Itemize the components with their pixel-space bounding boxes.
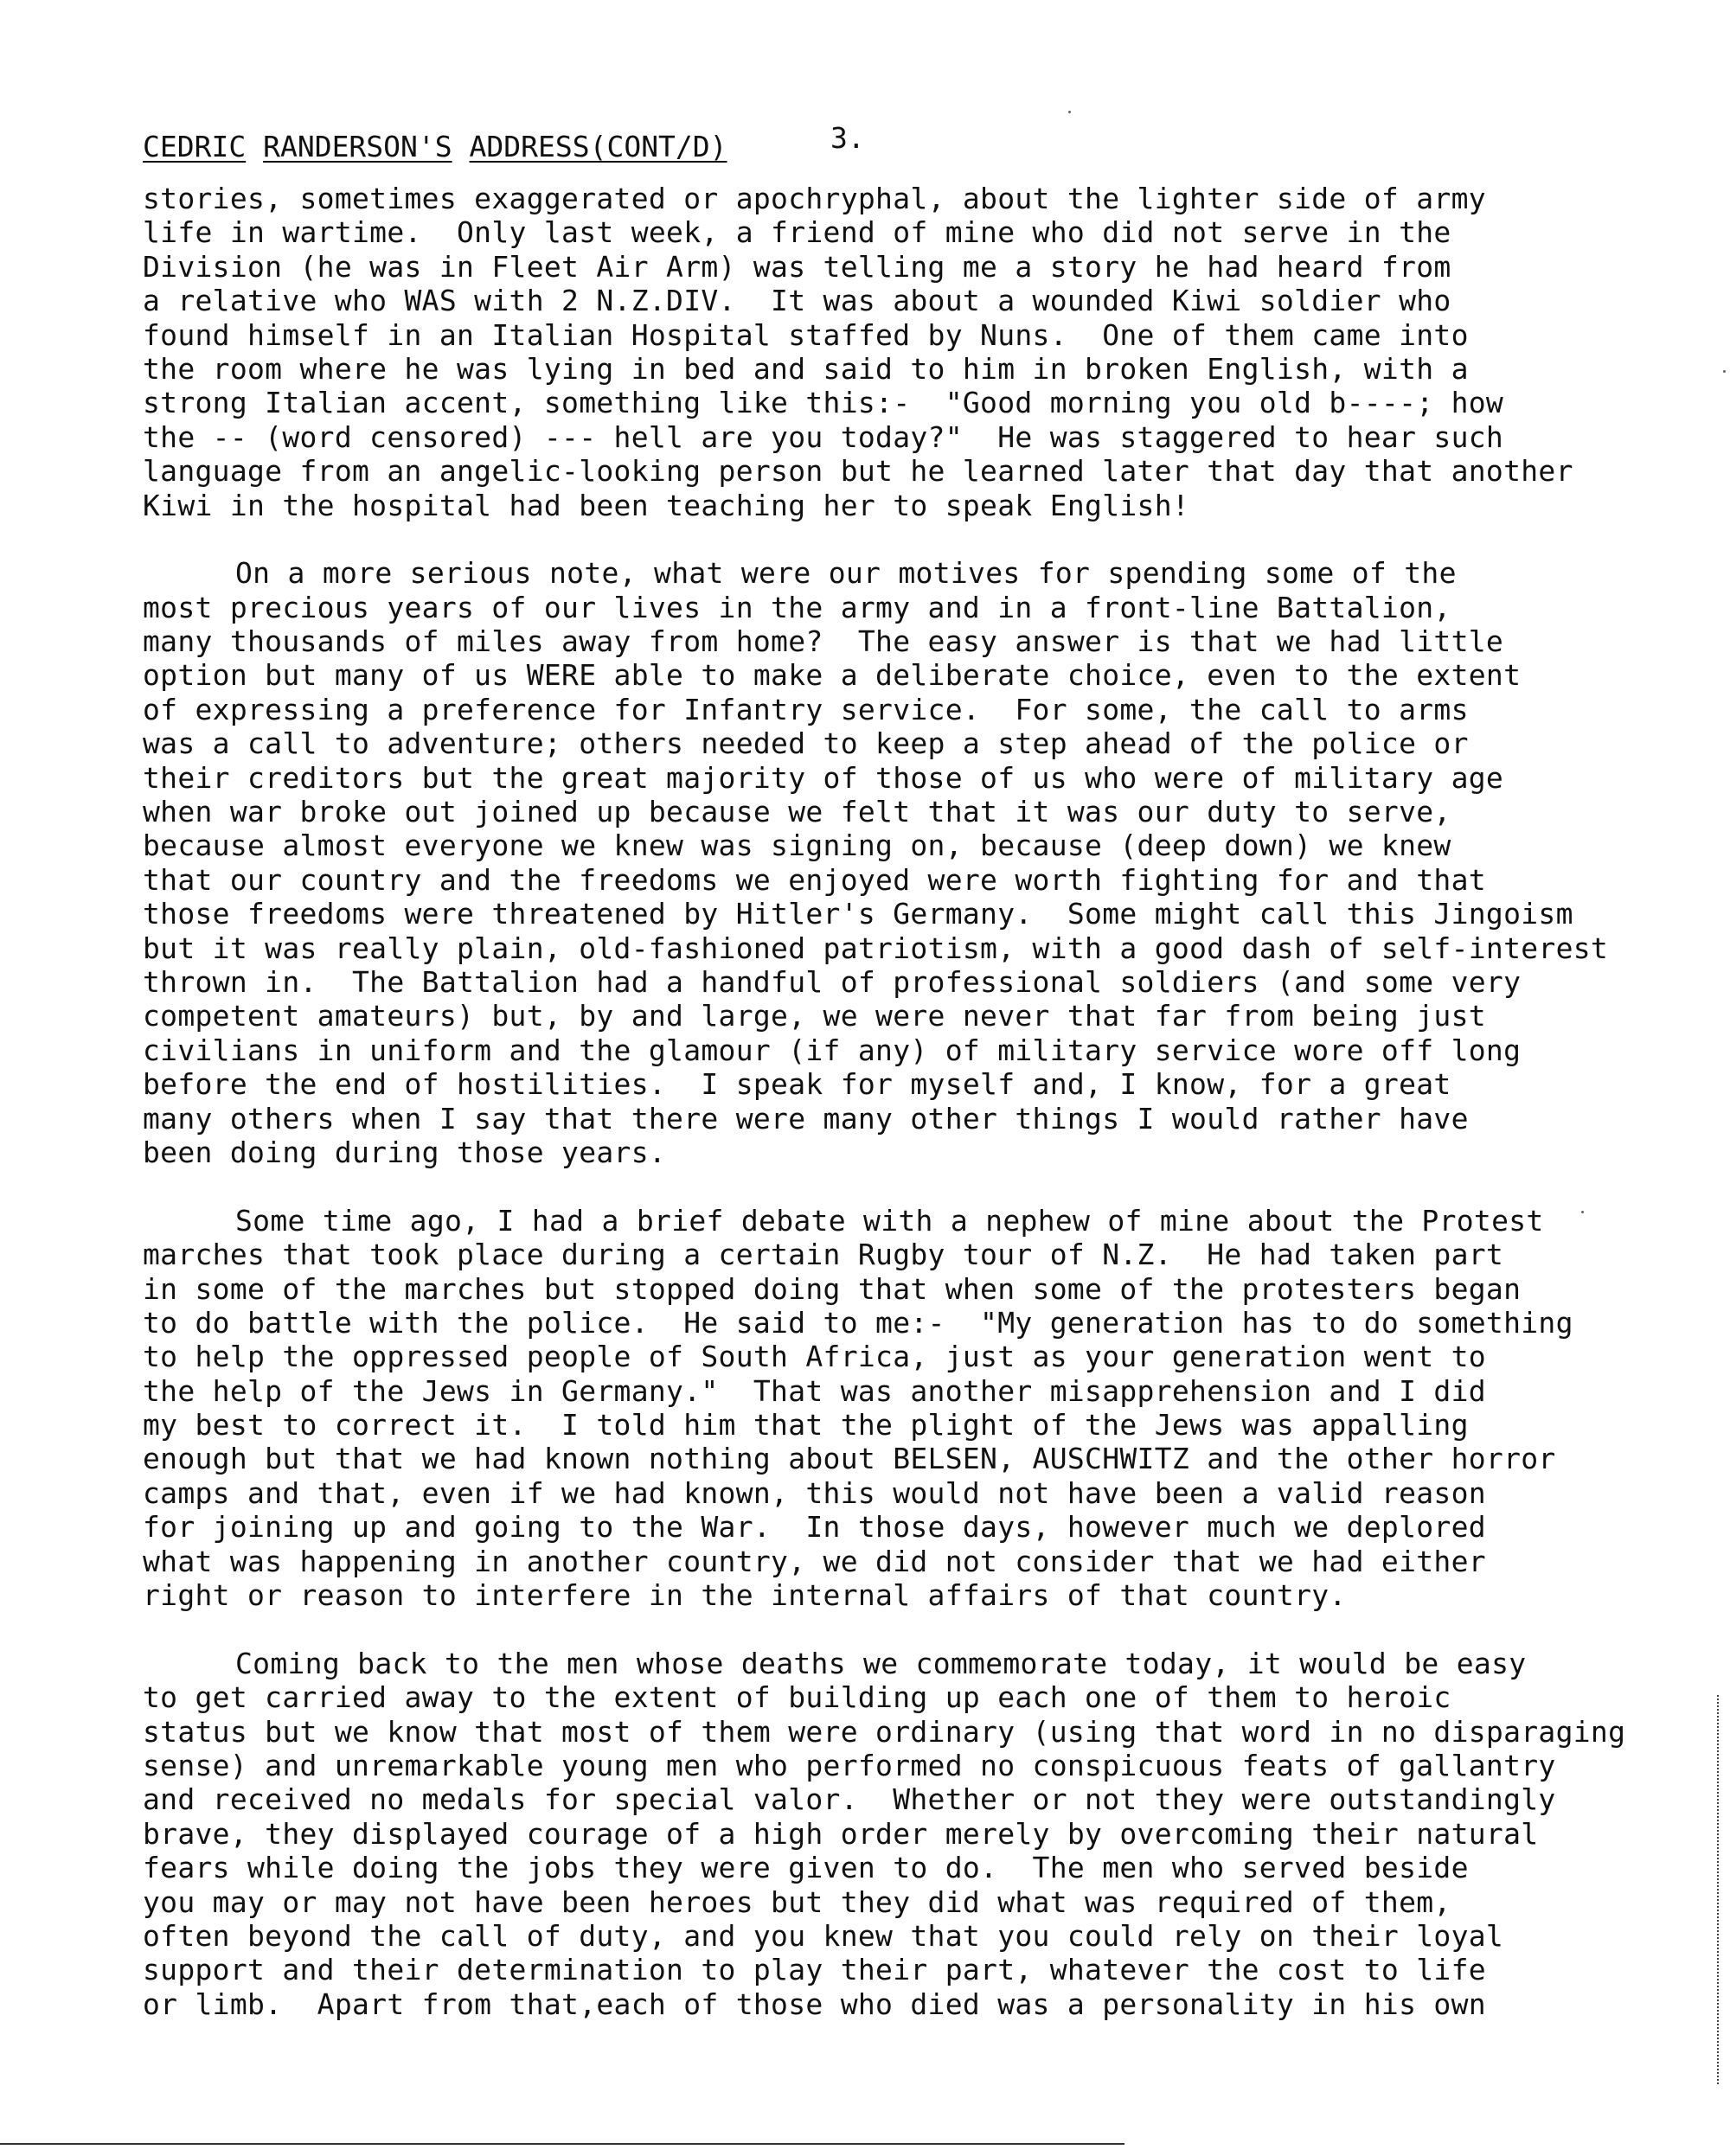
text-line: fears while doing the jobs they were given to do. The men who served beside	[143, 1851, 1469, 1885]
page-number: 3.	[830, 121, 865, 155]
text-line: competent amateurs) but, by and large, we were never that far from being just	[143, 999, 1486, 1033]
text-line: enough but that we had known nothing about BELSEN, AUSCHWITZ and the other horror	[143, 1442, 1556, 1476]
text-line: support and their determination to play their part, whatever the cost to life	[143, 1953, 1486, 1987]
text-line: Coming back to the men whose deaths we commemorate today, it would be easy	[235, 1646, 1527, 1680]
text-line: a relative who WAS with 2 N.Z.DIV. It was about a wounded Kiwi soldier who	[143, 284, 1451, 318]
paragraph	[143, 182, 1717, 522]
text-line: or limb. Apart from that,each of those who died was a personality in his own	[143, 1986, 1486, 2021]
text-line: the help of the Jews in Germany." That was another misapprehension and I did	[143, 1373, 1486, 1408]
header-name-last: RANDERSON'S	[263, 130, 452, 163]
text-line: their creditors but the great majority of those of us who were of military age	[143, 760, 1504, 795]
text-line: when war broke out joined up because we felt that it was our duty to serve,	[143, 795, 1451, 829]
paragraph	[143, 1647, 1717, 2021]
text-line: Some time ago, I had a brief debate with a nephew of mine about the Protest	[235, 1203, 1544, 1238]
text-line: stories, sometimes exaggerated or apochryphal, about the lighter side of army	[143, 182, 1486, 215]
text-line: in some of the marches but stopped doing that when some of the protesters began	[143, 1271, 1522, 1306]
bottom-rule	[0, 2143, 1124, 2145]
text-line: sense) and unremarkable young men who performed no conspicuous feats of gallantry	[143, 1748, 1556, 1782]
text-line: On a more serious note, what were our motives for spending some of the	[235, 556, 1457, 591]
text-line: language from an angelic-looking person but he learned later that day that another	[143, 454, 1573, 489]
text-line: because almost everyone we knew was signing on, because (deep down) we knew	[143, 828, 1451, 863]
text-line: the room where he was lying in bed and said to him in broken English, with a	[143, 351, 1469, 386]
text-line: right or reason to interfere in the internal affairs of that country.	[143, 1578, 1347, 1613]
text-line: strong Italian accent, something like this:- "Good morning you old b----; how	[143, 386, 1504, 420]
text-line: those freedoms were threatened by Hitler's Germany. Some might call this Jingoism	[143, 897, 1573, 931]
text-line: you may or may not have been heroes but they did what was required of them,	[143, 1884, 1451, 1919]
text-line: Division (he was in Fleet Air Arm) was telling me a story he had heard from	[143, 249, 1451, 284]
paragraph	[143, 556, 1717, 1169]
paragraph-gap	[143, 1612, 1717, 1646]
margin-marks	[1717, 1695, 1722, 2084]
text-line: the -- (word censored) --- hell are you today?" He was staggered to hear such	[143, 419, 1504, 454]
text-line: been doing during those years.	[143, 1135, 667, 1169]
text-line: to do battle with the police. He said to me:- "My generation has to do something	[143, 1305, 1573, 1340]
text-line: found himself in an Italian Hospital staffed by Nuns. One of them came into	[143, 317, 1469, 352]
header-title: ADDRESS(CONT/D)	[469, 130, 727, 163]
text-line: of expressing a preference for Infantry service. For some, the call to arms	[143, 692, 1469, 726]
text-line: before the end of hostilities. I speak for myself and, I know, for a great	[143, 1067, 1451, 1102]
paragraph-gap	[143, 1169, 1717, 1203]
paragraph-gap	[143, 522, 1717, 556]
text-line: that our country and the freedoms we enjoyed were worth fighting for and that	[143, 862, 1486, 897]
text-line: thrown in. The Battalion had a handful of professional soldiers (and some very	[143, 964, 1522, 999]
text-line: life in wartime. Only last week, a friend of mine who did not serve in the	[143, 215, 1451, 250]
text-line: was a call to adventure; others needed to keep a step ahead of the police or	[143, 726, 1469, 761]
text-line: most precious years of our lives in the army and in a front-line Battalion,	[143, 590, 1451, 624]
text-line: but it was really plain, old-fashioned patriotism, with a good dash of self-interest	[143, 931, 1609, 965]
text-line: camps and that, even if we had known, this would not have been a valid reason	[143, 1475, 1486, 1510]
text-line: civilians in uniform and the glamour (if any) of military service wore off long	[143, 1033, 1522, 1067]
text-line: option but many of us WERE able to make a deliberate choice, even to the extent	[143, 658, 1522, 693]
text-line: marches that took place during a certain Rugby tour of N.Z. He had taken part	[143, 1238, 1504, 1272]
stray-mark	[1068, 111, 1071, 113]
text-line: brave, they displayed courage of a high order merely by overcoming their natural	[143, 1816, 1539, 1851]
text-line: my best to correct it. I told him that the plight of the Jews was appalling	[143, 1408, 1469, 1443]
page-header	[143, 130, 727, 164]
text-line: status but we know that most of them were ordinary (using that word in no disparaging	[143, 1714, 1626, 1749]
text-line: what was happening in another country, we did not consider that we had either	[143, 1544, 1486, 1578]
paragraph	[143, 1204, 1717, 1613]
text-line: many thousands of miles away from home? The easy answer is that we had little	[143, 624, 1504, 659]
text-line: to get carried away to the extent of building up each one of them to heroic	[143, 1680, 1451, 1715]
text-line: many others when I say that there were many other things I would rather have	[143, 1101, 1469, 1136]
text-line: Kiwi in the hospital had been teaching her to speak English!	[143, 488, 1190, 522]
text-line: often beyond the call of duty, and you knew that you could rely on their loyal	[143, 1918, 1504, 1953]
text-line: to help the oppressed people of South Africa, just as your generation went to	[143, 1340, 1486, 1374]
body-text	[143, 182, 1717, 2021]
text-line: and received no medals for special valor. Whether or not they were outstandingly	[143, 1782, 1556, 1817]
text-line: for joining up and going to the War. In those days, however much we deplored	[143, 1510, 1486, 1545]
header-name-first: CEDRIC	[143, 130, 247, 163]
stray-mark	[1581, 1211, 1584, 1213]
stray-mark	[1723, 370, 1726, 373]
